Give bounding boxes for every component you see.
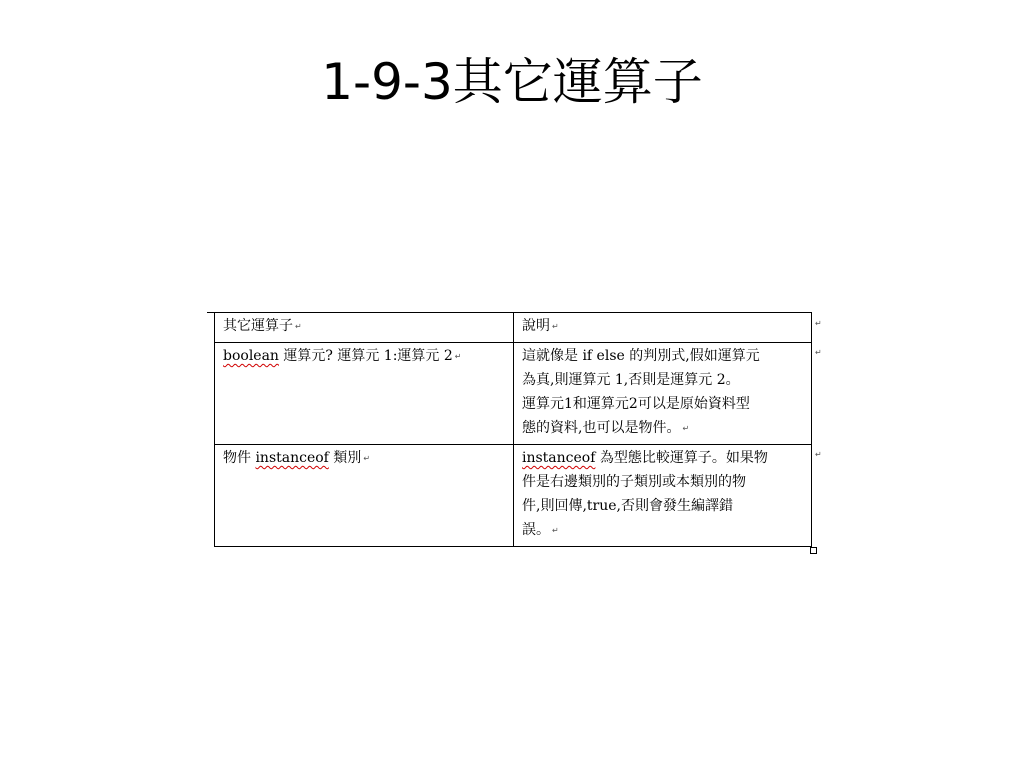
description-line: 運算元1和運算元2可以是原始資料型 [522, 396, 750, 412]
header-label-operator: 其它運算子 [223, 318, 293, 334]
paragraph-mark-icon: ↵ [552, 526, 559, 535]
table-header-row [215, 313, 812, 343]
header-cell-description [514, 313, 812, 343]
end-of-row-mark-icon: ↵ [815, 319, 822, 328]
slide-title: 1-9-3其它運算子 [321, 53, 703, 111]
description-cell [514, 445, 812, 547]
operators-table [214, 312, 812, 547]
operator-cell [215, 343, 514, 445]
header-label-description: 說明 [522, 318, 550, 334]
description-line: 為真,則運算元 1,否則是運算元 2。 [522, 372, 740, 388]
description-line: 這就像是 if else 的判別式,假如運算元 [522, 348, 760, 364]
end-of-row-mark-icon: ↵ [815, 348, 822, 357]
table-row [215, 445, 812, 547]
description-line-last [522, 518, 805, 543]
description-line-text: 為型態比較運算子。如果物 [595, 450, 768, 466]
description-line-first [522, 446, 805, 470]
operator-prefix: 物件 [223, 450, 256, 466]
spellcheck-word: instanceof [255, 450, 329, 466]
description-cell [514, 343, 812, 445]
paragraph-mark-icon: ↵ [454, 352, 462, 361]
operator-syntax: 運算元? 運算元 1:運算元 2 [278, 348, 453, 364]
description-line-text: 誤。 [522, 522, 550, 538]
header-cell-operator [215, 313, 514, 343]
spellcheck-word: boolean [223, 348, 279, 364]
paragraph-mark-icon: ↵ [552, 322, 559, 331]
operator-cell [215, 445, 514, 547]
description-line: 件,則回傳,true,否則會發生編譯錯 [522, 498, 733, 514]
description-line-last [522, 416, 805, 441]
paragraph-mark-icon: ↵ [363, 454, 371, 463]
end-of-row-mark-icon: ↵ [815, 450, 822, 459]
description-line-text: 態的資料,也可以是物件。 [522, 420, 681, 436]
operator-suffix: 類別 [328, 450, 362, 466]
paragraph-mark-icon: ↵ [682, 424, 690, 433]
description-line: 件是右邊類別的子類別或本類別的物 [522, 474, 746, 490]
table-resize-handle[interactable] [810, 547, 817, 554]
paragraph-mark-icon: ↵ [295, 322, 302, 331]
table-row [215, 343, 812, 445]
spellcheck-word: instanceof [522, 450, 596, 466]
